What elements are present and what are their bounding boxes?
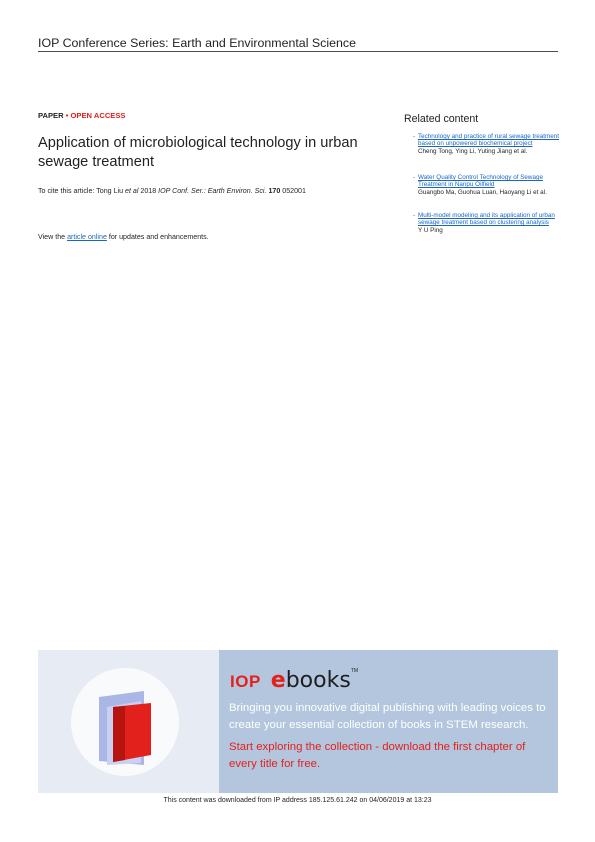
banner-tagline: Bringing you innovative digital publishing with leading voices to create your essential collection of books in STEM research. [229, 702, 546, 731]
related-item [413, 212, 560, 234]
related-bullet: - [413, 212, 416, 219]
related-content-heading: Related content [404, 113, 479, 125]
related-item-link[interactable]: Water Quality Control Technology of Sewage Treatment in Nanpu Oilfield [418, 174, 543, 189]
paper-label [38, 111, 126, 120]
series-title: IOP Conference Series: Earth and Environmental Science [38, 36, 356, 50]
ebooks-trademark: TM [350, 668, 359, 674]
iop-ebooks-logo [230, 668, 358, 692]
related-item-authors: Y U Ping [418, 226, 443, 234]
citation-etal: et al [125, 187, 139, 195]
related-item-authors: Cheng Tong, Ying Li, Yuting Jiang et al. [418, 147, 528, 155]
citation-volume: 170 [268, 187, 281, 195]
ebooks-logo-e: e [270, 668, 286, 693]
related-item-link[interactable]: Multi-model modeling and its application of urban sewage treatment based on clustering analysis [418, 212, 555, 227]
related-item [413, 174, 560, 196]
download-footer: This content was downloaded from IP address 185.125.61.242 on 04/06/2019 at 13:23 [163, 797, 432, 804]
banner-art-panel [38, 650, 219, 793]
related-bullet: - [413, 133, 416, 140]
citation-journal: IOP Conf. Ser.: Earth Environ. Sci. [158, 187, 267, 195]
citation-year: 2018 [138, 187, 159, 195]
banner-text-panel [219, 650, 558, 793]
citation-prefix: To cite this article: Tong Liu [38, 187, 126, 195]
ebooks-logo-word: books [285, 668, 351, 693]
related-item-link[interactable]: Technology and practice of rural sewage treatment based on unpowered biochemical project [418, 133, 560, 148]
iop-logo-word: IOP [230, 672, 261, 691]
citation [38, 187, 306, 195]
related-item [413, 133, 560, 155]
related-bullet: - [413, 174, 416, 181]
related-item-authors: Guangbo Ma, Guohua Luan, Haoyang Li et al. [418, 188, 547, 196]
view-suffix: for updates and enhancements. [106, 233, 209, 241]
banner-call-to-action[interactable]: Start exploring the collection - download the first chapter of every title for free. [229, 741, 526, 770]
view-prefix: View the [38, 233, 68, 241]
ebooks-banner[interactable] [38, 650, 558, 793]
header-rule [38, 51, 558, 52]
open-access-label: OPEN ACCESS [70, 111, 126, 120]
ebook-illustration-icon [71, 667, 186, 777]
view-online-line [38, 233, 209, 241]
paper-type-label: PAPER [38, 111, 64, 120]
label-separator: • [63, 111, 71, 120]
article-online-link[interactable]: article online [67, 233, 107, 241]
article-title: Application of microbiological technology in urban sewage treatment [38, 135, 358, 170]
citation-article-number: 052001 [280, 187, 306, 195]
